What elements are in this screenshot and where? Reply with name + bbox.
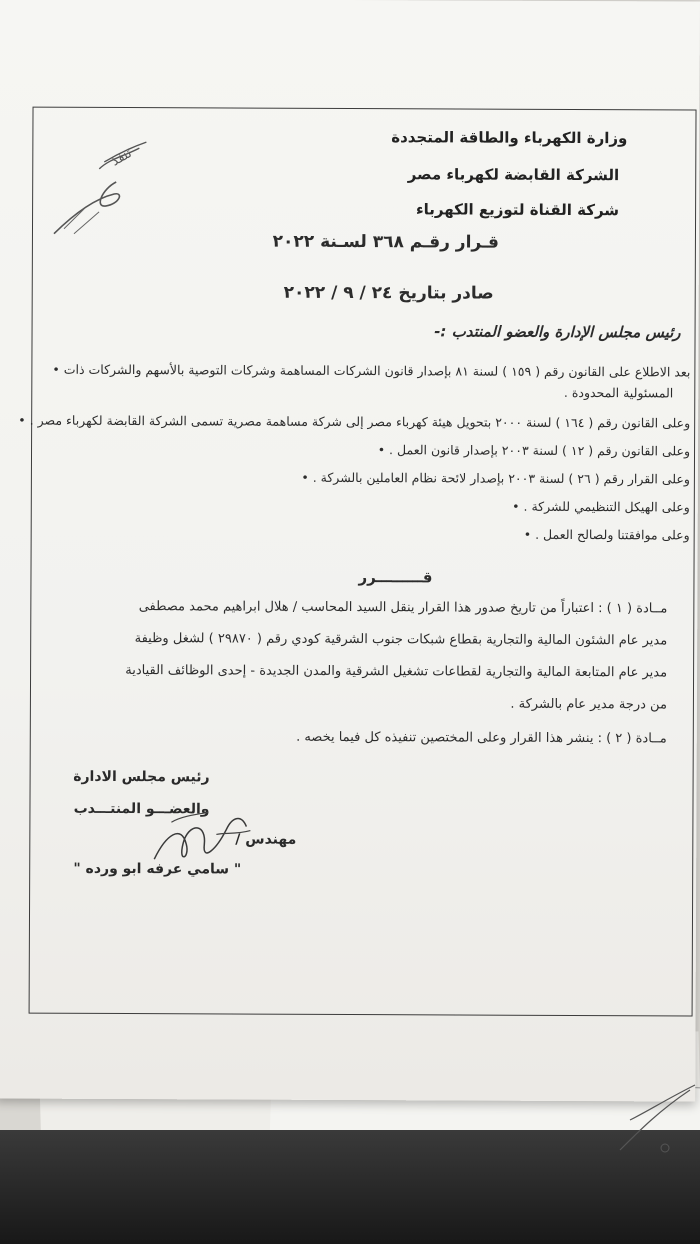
- margin-handwritten-approval: [44, 134, 154, 244]
- header-holding-company: الشركة القابضة لكهرباء مصر: [407, 165, 620, 185]
- signature-role-1: رئيس مجلس الادارة: [73, 768, 210, 786]
- dark-floor-background: [0, 1130, 700, 1244]
- article-1-line-4: من درجة مدير عام بالشركة .: [510, 696, 667, 713]
- preamble-item-3: وعلى القانون رقم ( ١٢ ) لسنة ٢٠٠٣ بإصدار قانون العمل . •: [378, 442, 690, 458]
- decision-date: صادر بتاريخ ٢٤ / ٩ / ٢٠٢٢: [283, 282, 494, 304]
- preamble-item-5: وعلى الهيكل التنظيمي للشركة . •: [512, 499, 690, 515]
- article-2: مــادة ( ٢ ) : ينشر هذا القرار وعلى المختصين تنفيذه كل فيما يخصه .: [296, 729, 667, 747]
- signatory-name: " سامي عرفه ابو ورده ": [73, 860, 242, 878]
- header-company: شركة القناة لتوزيع الكهرباء: [415, 200, 620, 220]
- article-1-line-1: مــادة ( ١ ) : اعتباراً من تاريخ صدور هذا القرار ينقل السيد المحاسب / هلال ابراهيم محمد مصطفى: [138, 599, 668, 617]
- preamble-item-1-continuation: المسئولية المحدودة .: [563, 384, 674, 401]
- lower-sheet-scribble: [610, 1080, 700, 1160]
- preamble-item-4: وعلى القرار رقم ( ٢٦ ) لسنة ٢٠٠٣ بإصدار لائحة نظام العاملين بالشركة . •: [301, 470, 690, 487]
- addressee-line: رئيس مجلس الإدارة والعضو المنتدب :-: [434, 322, 681, 342]
- article-1-line-3: مدير عام المتابعة المالية والتجارية لقطاعات تشغيل الشرقية والمدن الجديدة - إحدى الوظائف القيادية: [125, 663, 668, 681]
- decision-title: قـرار رقـم ٣٦٨ لسـنة ٢٠٢٢: [272, 231, 499, 253]
- signature-prefix: مهندس /: [235, 831, 297, 848]
- preamble-item-1: بعد الاطلاع على القانون رقم ( ١٥٩ ) لسنة ٨١ بإصدار قانون الشركات المساهمة وشركات التوصية بالأسهم والشركات ذات •: [52, 362, 690, 380]
- preamble-item-2: وعلى القانون رقم ( ١٦٤ ) لسنة ٢٠٠٠ بتحويل هيئة كهرباء مصر إلى شركة مساهمة مصرية تسمى الشركة القابضة لكهرباء مصر . •: [18, 413, 690, 431]
- handwritten-signature: [146, 804, 256, 874]
- decides-heading: قـــــــــرر: [358, 568, 433, 587]
- article-1-line-2: مدير عام الشئون المالية والتجارية بقطاع شبكات جنوب الشرقية كودي رقم ( ٢٩٨٧٠ ) لشغل وظيفة: [134, 631, 668, 649]
- preamble-item-6: وعلى موافقتنا ولصالح العمل . •: [524, 527, 690, 543]
- signature-role-2: والعضـــو المنتـــدب: [73, 800, 210, 818]
- header-ministry: وزارة الكهرباء والطاقة المتجددة: [391, 128, 628, 148]
- margin-note: تنفذ: [108, 146, 135, 170]
